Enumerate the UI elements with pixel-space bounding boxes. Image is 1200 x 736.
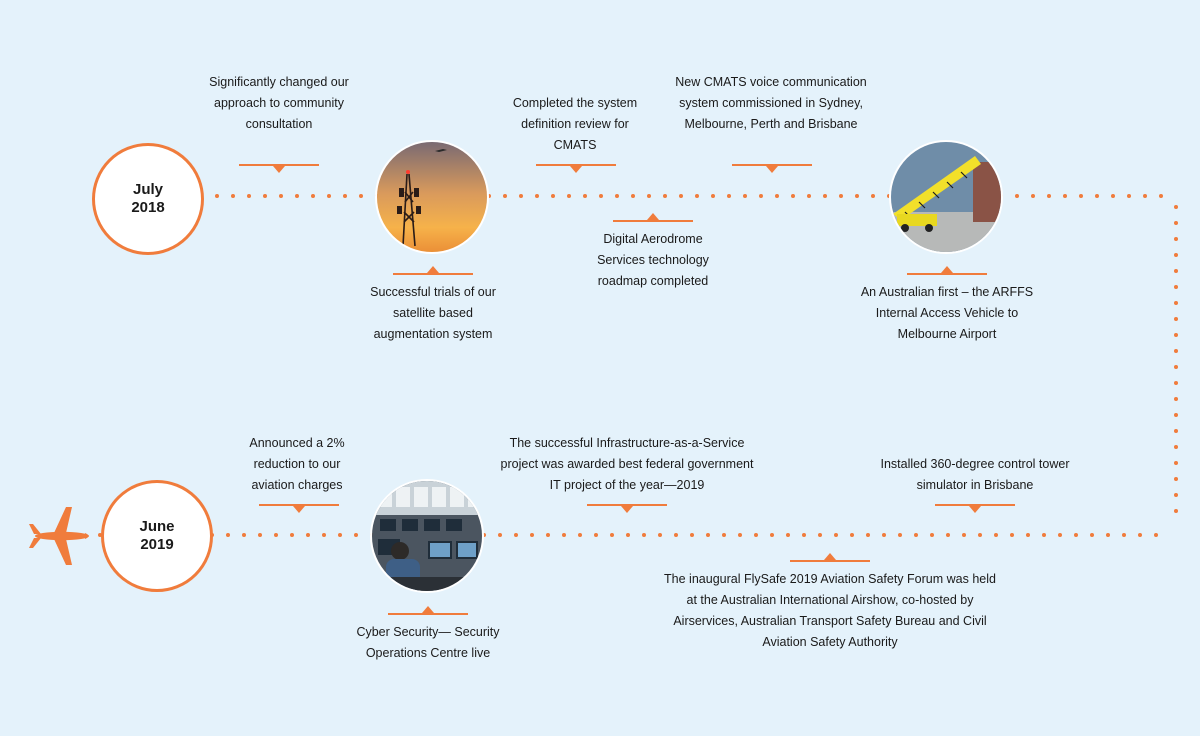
connector-cyber-security [388, 613, 468, 615]
connector-tower-simulator [935, 504, 1015, 506]
communication-tower-photo [375, 140, 489, 254]
access-vehicle-photo [889, 140, 1003, 254]
connector-aviation-charges [259, 504, 339, 506]
airplane-icon [28, 504, 92, 568]
event-community-consultation: Significantly changed our approach to community consultation [209, 75, 349, 131]
event-arffs-vehicle: An Australian first – the ARFFS Internal Access Vehicle to Melbourne Airport [860, 285, 1034, 341]
end-year: 2019 [140, 536, 174, 553]
end-date-badge [101, 480, 213, 592]
start-month: July [132, 181, 163, 198]
event-aerodrome-roadmap: Digital Aerodrome Services technology roadmap completed [597, 232, 709, 288]
connector-cmats-review [536, 164, 616, 166]
end-month: June [139, 518, 175, 535]
event-flysafe-forum: The inaugural FlySafe 2019 Aviation Safety Forum was held at the Australian International Airshow, co-hosted by Airservices, Australian Transport Safety Bureau and Civil Aviation Safety Authority [664, 572, 996, 649]
event-iaas-award: The successful Infrastructure-as-a-Service project was awarded best federal government IT project of the year—2019 [500, 436, 754, 492]
connector-flysafe-forum [790, 560, 870, 562]
connector-iaas-award [587, 504, 667, 506]
event-cmats-voice: New CMATS voice communication system commissioned in Sydney, Melbourne, Perth and Brisbane [675, 75, 867, 131]
bottom-dotted-line [98, 533, 1158, 537]
right-dotted-line [1174, 205, 1178, 513]
start-year: 2018 [131, 199, 165, 216]
connector-cmats-voice [732, 164, 812, 166]
event-cyber-security: Cyber Security— Security Operations Centre live [356, 625, 500, 660]
connector-aerodrome-roadmap [613, 220, 693, 222]
event-cmats-review: Completed the system definition review for CMATS [512, 96, 638, 152]
event-aviation-charges: Announced a 2% reduction to our aviation charges [249, 436, 345, 492]
start-date-badge [92, 143, 204, 255]
connector-satellite-trials [393, 273, 473, 275]
connector-arffs-vehicle [907, 273, 987, 275]
operations-centre-photo [370, 479, 484, 593]
top-dotted-line [199, 194, 1163, 198]
event-satellite-trials: Successful trials of our satellite based augmentation system [370, 285, 496, 341]
event-tower-simulator: Installed 360-degree control tower simulator in Brisbane [880, 457, 1070, 492]
connector-community-consultation [239, 164, 319, 166]
